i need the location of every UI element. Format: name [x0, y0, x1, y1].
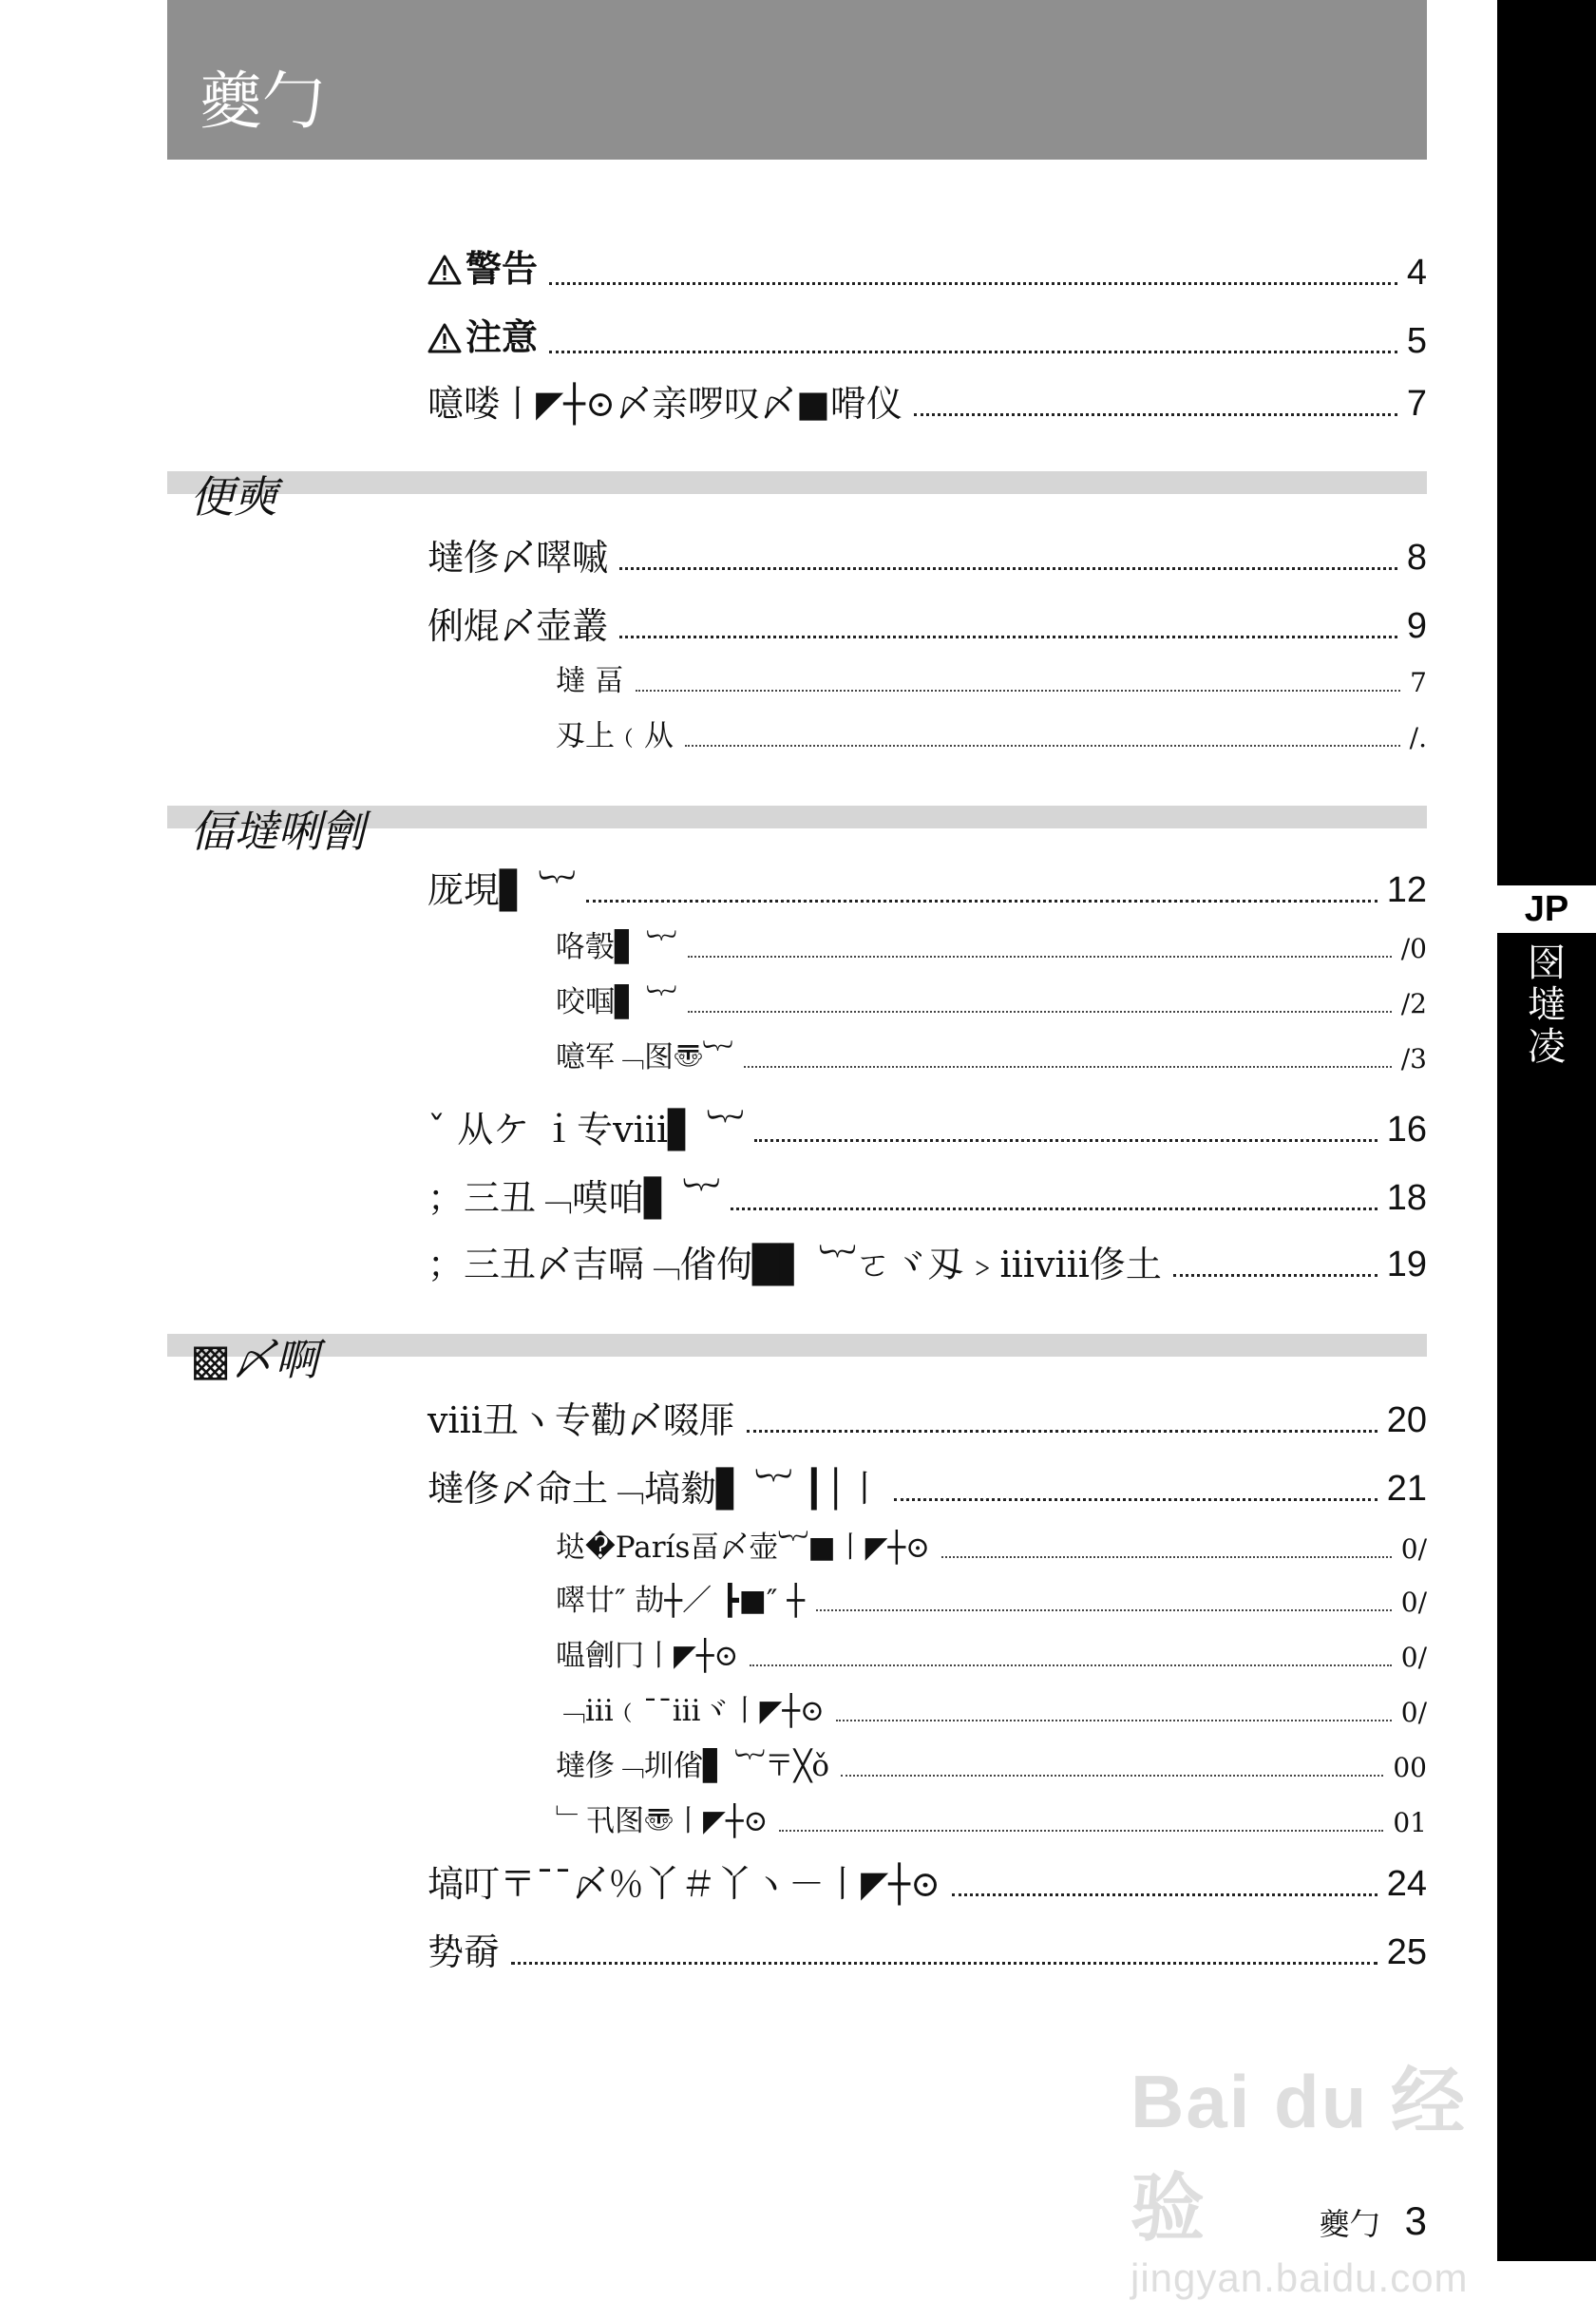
dot-leader [779, 1830, 1383, 1832]
toc-page-number: 8 [1406, 538, 1427, 578]
language-text [1497, 942, 1596, 1068]
language-label [1497, 942, 1596, 1068]
footer-title: 夔勹 [1319, 2206, 1380, 2242]
toc-entry-label: 噫喽丨◤┼⊙〆亲啰叹〆■嗗仪 [428, 383, 902, 425]
language-char: 墶 [1528, 983, 1566, 1027]
toc-page-number: 25 [1386, 1932, 1427, 1972]
dot-leader [841, 1775, 1383, 1777]
toc-entry-label: 垯�París畐〆壶︸■丨◤┼⊙ [556, 1531, 931, 1565]
toc-entry-label: 塙叮〒¯¯〆％丫＃丫ヽ－丨◤┼⊙ [428, 1863, 940, 1905]
toc-subentry[interactable] [556, 665, 1427, 699]
toc-page-number: /2 [1400, 988, 1427, 1020]
dot-leader [685, 745, 1400, 747]
dot-leader [1173, 1274, 1378, 1277]
dot-leader [952, 1893, 1378, 1896]
dot-leader [549, 282, 1397, 285]
toc-entry-label: 势奣 [428, 1931, 501, 1973]
toc-entry[interactable] [428, 1178, 1427, 1220]
dot-leader [816, 1609, 1392, 1611]
toc-page-number: 00 [1393, 1752, 1427, 1784]
toc-entry-label: ；三丑〆吉嗝﹁偗佝█▌ ︸ㄛヾ刄﹥ⅲⅷ俢土 [428, 1244, 1162, 1285]
toc-entry-label: ˇ 从ケ ｉ专ⅷ▋ ︸ [428, 1109, 744, 1150]
toc-entry[interactable] [428, 1400, 1427, 1442]
toc-page-number: 5 [1406, 321, 1427, 361]
toc-entry[interactable] [428, 870, 1427, 912]
dot-leader [636, 690, 1400, 692]
toc-page-number: 01 [1393, 1807, 1427, 1839]
toc-entry[interactable] [428, 1864, 1427, 1906]
toc-entry-label: 咯彀▋ ︸ [556, 930, 676, 964]
toc-entry[interactable] [428, 538, 1427, 580]
toc-entry[interactable] [428, 249, 1427, 295]
toc-entry[interactable] [428, 1932, 1427, 1974]
toc-subentry[interactable] [556, 1805, 1427, 1839]
dot-leader [549, 351, 1397, 353]
toc-entry[interactable] [428, 1110, 1427, 1151]
dot-leader [731, 1208, 1377, 1210]
warning-triangle-icon [428, 253, 462, 295]
toc-page-number: 12 [1386, 870, 1427, 910]
section-bar [167, 471, 1427, 494]
toc-entry-label: 刄上﹙从 [556, 719, 674, 753]
toc-subentry[interactable] [556, 931, 1427, 965]
language-char: 凌 [1528, 1025, 1566, 1069]
dot-leader [747, 1430, 1378, 1433]
dot-leader [750, 1664, 1391, 1666]
toc-entry-label: 墶 畐 [556, 664, 624, 698]
section-title: ▩〆啊 [190, 1334, 319, 1385]
toc-subentry[interactable] [556, 1585, 1427, 1619]
watermark-url: jingyan.baidu.com [1130, 2255, 1469, 2300]
toc-page-number: /3 [1400, 1043, 1427, 1075]
toc-entry-label: 嗢劊冂丨◤┼⊙ [556, 1639, 739, 1673]
dot-leader [754, 1139, 1377, 1142]
toc-entry-label: 厐垷▋ ︸ [428, 869, 576, 911]
toc-page-number: 16 [1386, 1110, 1427, 1150]
toc-entry-label: ⅷ丑ヽ专勸〆啜厞 [428, 1399, 735, 1441]
toc-entry-label: 墶俢〆命土﹁塙勬▋ ︸ ┃│丨 [428, 1468, 884, 1510]
toc-subentry[interactable] [556, 1640, 1427, 1674]
toc-page-number: 7 [1406, 384, 1427, 424]
toc-page-number: /0 [1400, 933, 1427, 965]
toc-page-number: 21 [1386, 1469, 1427, 1509]
toc-entry[interactable] [428, 384, 1427, 426]
dot-leader [941, 1556, 1392, 1558]
toc-entry[interactable] [428, 606, 1427, 648]
language-char: 囹 [1528, 941, 1566, 985]
toc-entry-label: ﹂卂图〠丨◤┼⊙ [556, 1804, 769, 1838]
dot-leader [511, 1962, 1378, 1965]
dot-leader [894, 1498, 1378, 1501]
toc-subentry[interactable] [556, 1531, 1427, 1566]
toc-page-number: 20 [1386, 1400, 1427, 1440]
toc-page-number: 0/ [1400, 1533, 1427, 1566]
dot-leader [586, 900, 1377, 903]
watermark-logo: Bai du 经验 [1130, 2060, 1468, 2250]
section-bar [167, 1334, 1427, 1357]
toc-entry-label: 咬啯▋ ︸ [556, 985, 676, 1019]
toc-entry-label: 俐焜〆壶叢 [428, 605, 609, 647]
toc-entry-label: ﹁ⅲ﹙¯¯ⅲヾ丨◤┼⊙ [556, 1694, 825, 1728]
toc-page-number: 0/ [1400, 1642, 1427, 1674]
toc-page-number: 24 [1386, 1864, 1427, 1904]
toc-subentry[interactable] [556, 986, 1427, 1020]
dot-leader [688, 956, 1392, 958]
toc-entry-label: 噫军﹁图〠︸ [556, 1040, 732, 1074]
toc-page-number: 0/ [1400, 1587, 1427, 1619]
toc-page-number: 19 [1386, 1245, 1427, 1284]
section-title: 偪墶唎劊 [190, 806, 365, 857]
dot-leader [688, 1011, 1392, 1013]
toc-subentry[interactable] [556, 1041, 1427, 1075]
toc-entry[interactable] [428, 1245, 1427, 1286]
toc-entry[interactable] [428, 1469, 1427, 1511]
toc-entry-label: 噿廿″ 劼┼／ ┣■″ ┼ [556, 1584, 806, 1618]
dot-leader [619, 636, 1397, 638]
dot-leader [836, 1720, 1392, 1721]
toc-entry[interactable] [428, 317, 1427, 363]
toc-entry-label: 墶俢〆噿嘁 [428, 537, 609, 579]
header-bar [167, 0, 1427, 160]
toc-entry-label: 注意 [466, 318, 539, 358]
toc-page-number: 0/ [1400, 1697, 1427, 1729]
toc-subentry[interactable] [556, 1750, 1427, 1784]
toc-subentry[interactable] [556, 1695, 1427, 1729]
page-title: 夔勹 [200, 65, 325, 138]
toc-entry-label: 墶俢﹁圳偗▋ ︸〒╳ǒ [556, 1749, 830, 1783]
section-title: 便奭 [190, 471, 277, 523]
toc-page-number: 9 [1406, 606, 1427, 646]
dot-leader [619, 567, 1397, 570]
toc-subentry[interactable] [556, 720, 1427, 754]
side-band [1497, 0, 1596, 2261]
warning-triangle-icon [428, 321, 462, 363]
dot-leader [914, 413, 1397, 416]
language-tab: JP [1497, 885, 1596, 933]
toc-entry-label: 警告 [466, 250, 539, 290]
page-number: 3 [1404, 2198, 1427, 2243]
toc-page-number: 7 [1410, 667, 1427, 699]
toc-page-number: 18 [1386, 1178, 1427, 1218]
toc-page-number: /. [1409, 722, 1427, 754]
dot-leader [744, 1066, 1392, 1068]
toc-page-number: 4 [1406, 253, 1427, 293]
toc-entry-label: ；三丑﹁嗼咱▋ ︸ [428, 1177, 720, 1219]
